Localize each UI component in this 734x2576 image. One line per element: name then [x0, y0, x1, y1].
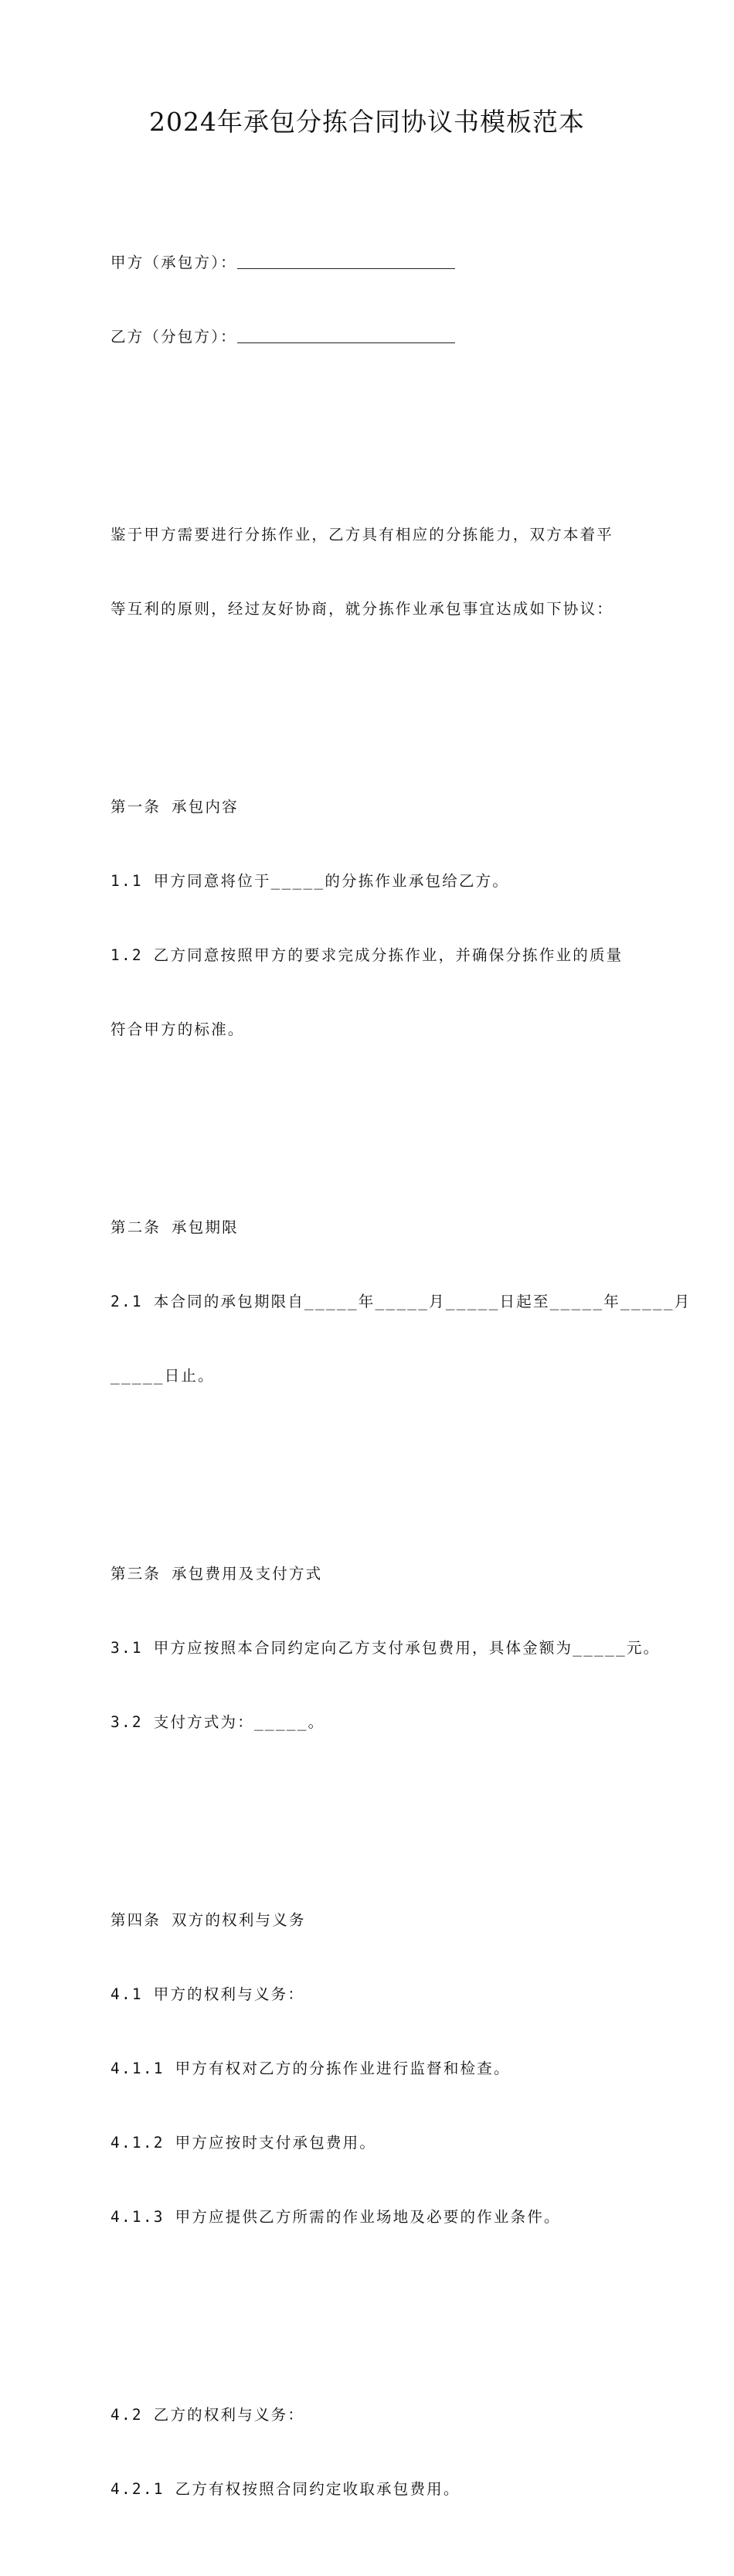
party-b-blank	[237, 327, 455, 343]
preamble-line: 等互利的原则，经过友好协商，就分拣作业承包事宜达成如下协议：	[110, 600, 614, 618]
spacer	[110, 1809, 651, 1834]
spacer	[110, 696, 651, 721]
article-3-heading: 第三条 承包费用及支付方式	[110, 1565, 323, 1583]
article-4-heading: 第四条 双方的权利与义务	[110, 1911, 306, 1929]
spacer	[110, 424, 651, 448]
article-2-line: 2.1 本合同的承包期限自_____年_____月_____日起至_____年_____月	[110, 1293, 692, 1310]
article-4-line: 4.1 甲方的权利与义务：	[110, 1985, 305, 2003]
party-a-blank	[237, 253, 455, 269]
article-1-line: 符合甲方的标准。	[110, 1021, 245, 1038]
article-2-heading: 第二条 承包期限	[110, 1218, 239, 1236]
party-b-label: 乙方（分包方）：	[110, 328, 237, 346]
party-a-label: 甲方（承包方）：	[110, 254, 237, 271]
preamble-line: 鉴于甲方需要进行分拣作业，乙方具有相应的分拣能力，双方本着平	[110, 526, 614, 543]
article-4-2-line: 4.2.1 乙方有权按照合同约定收取承包费用。	[110, 2480, 460, 2498]
article-4-2-line: 4.2 乙方的权利与义务：	[110, 2406, 305, 2424]
article-4-line: 4.1.1 甲方有权对乙方的分拣作业进行监督和检查。	[110, 2060, 511, 2077]
spacer	[110, 1116, 651, 1141]
article-1-line: 1.1 甲方同意将位于_____的分拣作业承包给乙方。	[110, 872, 510, 890]
document-body	[110, 176, 692, 2576]
spacer	[110, 2304, 651, 2329]
article-4-line: 4.1.3 甲方应提供乙方所需的作业场地及必要的作业条件。	[110, 2208, 561, 2226]
article-1-line: 1.2 乙方同意按照甲方的要求完成分拣作业，并确保分拣作业的质量	[110, 946, 624, 964]
article-2-line: _____日止。	[110, 1367, 215, 1385]
article-3-line: 3.1 甲方应按照本合同约定向乙方支付承包费用，具体金额为_____元。	[110, 1639, 661, 1657]
article-4-line: 4.1.2 甲方应按时支付承包费用。	[110, 2134, 377, 2152]
document-title: 2024年承包分拣合同协议书模板范本	[149, 107, 585, 137]
spacer	[110, 1463, 651, 1487]
article-1-heading: 第一条 承包内容	[110, 798, 239, 816]
article-3-line: 3.2 支付方式为：_____。	[110, 1713, 325, 1731]
party-b-line	[110, 325, 651, 349]
party-a-line	[110, 250, 651, 275]
